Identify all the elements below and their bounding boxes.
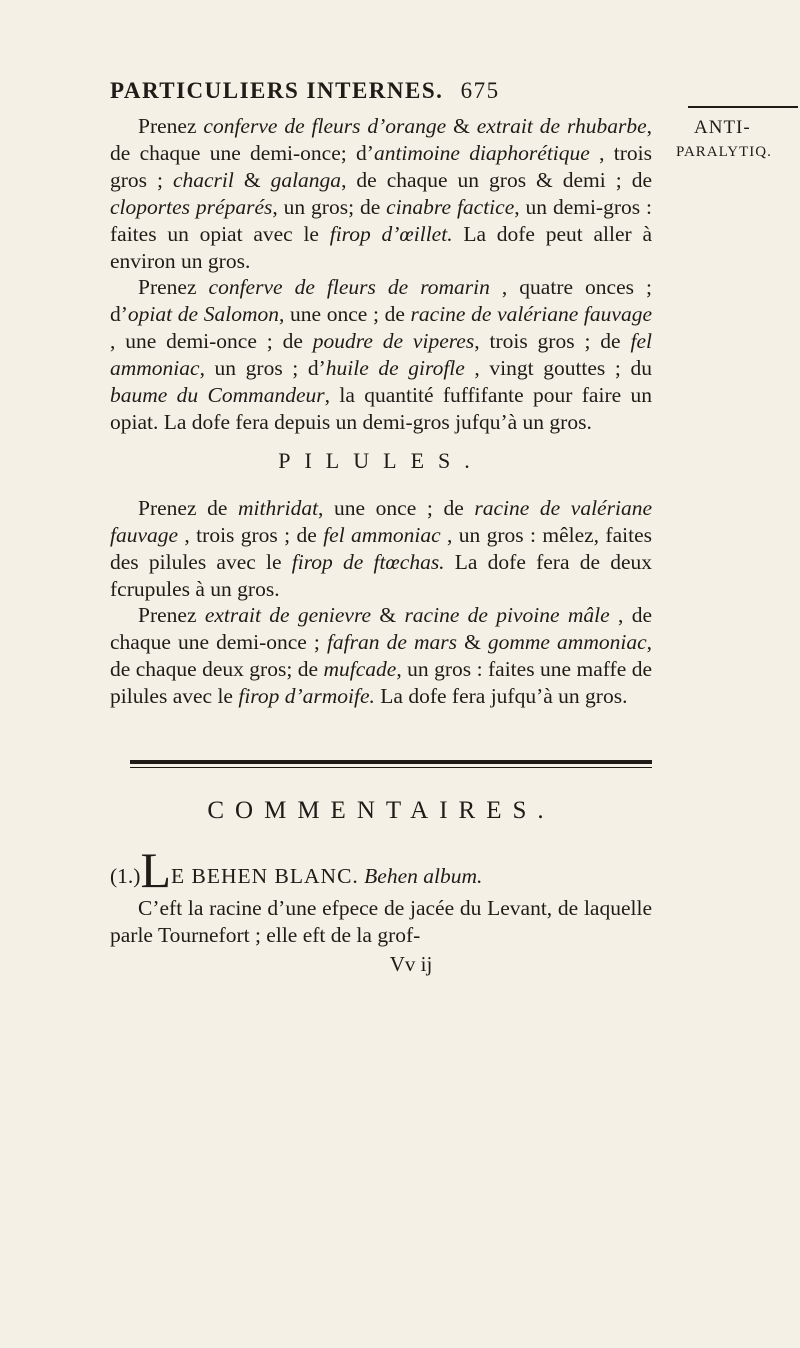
margin-note (668, 106, 798, 164)
running-title: PARTICULIERS INTERNES. (110, 78, 444, 103)
comment-lead: E BEHEN BLANC. (171, 863, 359, 888)
comment-latin: Behen album. (364, 863, 483, 888)
section-title-pilules: PILULES. (278, 447, 484, 473)
body-text (110, 113, 652, 978)
signature-mark: Vv ij (389, 951, 433, 976)
recipe-paragraph-2: Prenez conferve de fleurs de romarin , quatre onces ; d’opiat de Salomon, une once ; de racine de valériane fauvage , une demi-once ; de poudre de viperes, trois gros ; de fel ammoniac, un gros ; d’huile de girofle , vingt gouttes ; du baume du Commandeur, la quantité fuffifante pour faire un opiat. La dofe fera depuis un demi-gros jufqu’à un gros. (110, 275, 653, 434)
recipe-paragraph-4: Prenez extrait de genievre & racine de pivoine mâle , de chaque une demi-once ; fafran de mars & gomme ammoniac, de chaque deux gros; de mufcade, un gros : faites une maffe de pilules avec le firop d’armoife. La dofe fera jufqu’à un gros. (110, 603, 652, 709)
section-rule-thin (130, 767, 652, 768)
recipe-paragraph-3: Prenez de mithridat, une once ; de racine de valériane fauvage , trois gros ; de fel ammoniac , un gros : mêlez, faites des pilules avec le firop de ftœchas. La dofe fera de deux fcrupules à un gros. (110, 495, 652, 601)
comment-number: (1.) (110, 863, 141, 888)
recipe-paragraph-1: Prenez conferve de fleurs d’orange & extrait de rhubarbe, de chaque une demi-once; d’antimoine diaphorétique , trois gros ; chacril & galanga, de chaque un gros & demi ; de cloportes préparés, un gros; de cinabre factice, un demi-gros : faites un opiat avec le firop d’œillet. La dofe peut aller à environ un gros. (110, 114, 652, 273)
drop-cap: L (140, 841, 171, 898)
margin-note-line2: PARALYTIQ. (676, 144, 772, 160)
page-number: 675 (460, 78, 500, 103)
commentary (110, 841, 652, 978)
section-rule-thick (130, 760, 652, 764)
comment-title: COMMENTAIRES. (207, 797, 555, 825)
running-header (110, 78, 610, 104)
margin-note-line1: ANTI- (694, 117, 751, 138)
margin-rule (688, 106, 798, 108)
comment-paragraph (110, 841, 652, 898)
comment-text: C’eft la racine d’une efpece de jacée du Levant, de laquelle parle Tournefort ; elle eft de la grof- (110, 895, 652, 947)
